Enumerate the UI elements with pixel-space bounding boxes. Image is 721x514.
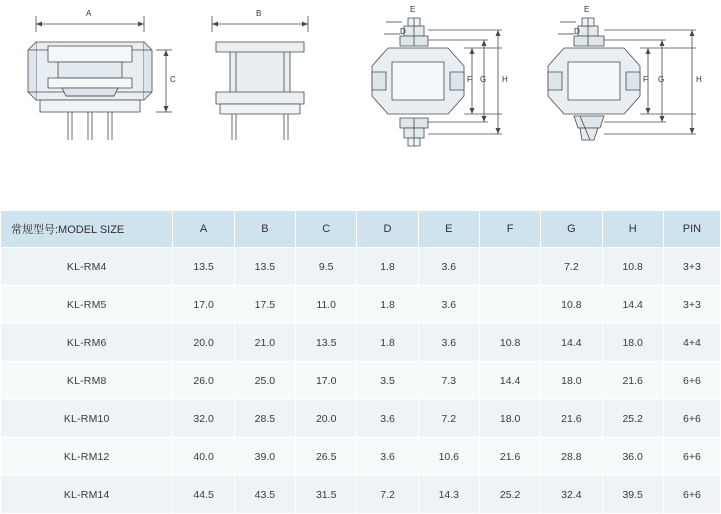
dim-label-g: G (480, 75, 487, 84)
cell-g: 18.0 (541, 362, 602, 400)
drawing-top-view-left (340, 0, 520, 196)
cell-model: KL-RM8 (1, 362, 173, 400)
cell-h: 10.8 (602, 248, 663, 286)
cell-c: 9.5 (296, 248, 357, 286)
cell-h: 21.6 (602, 362, 663, 400)
cell-d: 1.8 (357, 248, 418, 286)
dim-label-b: B (256, 9, 262, 18)
cell-pin: 6+6 (663, 400, 720, 438)
dim-label-a: A (86, 9, 92, 18)
cell-h: 25.2 (602, 400, 663, 438)
column-header-h: H (602, 211, 663, 248)
column-header-g: G (541, 211, 602, 248)
cell-a: 17.0 (173, 286, 234, 324)
cell-f: 10.8 (479, 324, 540, 362)
cell-e: 7.3 (418, 362, 479, 400)
cell-b: 28.5 (234, 400, 295, 438)
table-row (1, 400, 721, 438)
top-view-left-svg (340, 0, 520, 196)
cell-b: 43.5 (234, 476, 295, 514)
table-row (1, 286, 721, 324)
spec-table-wrapper (0, 210, 721, 514)
dim-label-e: E (410, 5, 416, 14)
cell-f: 18.0 (479, 400, 540, 438)
cell-pin: 6+6 (663, 476, 720, 514)
cell-c: 26.5 (296, 438, 357, 476)
column-header-d: D (357, 211, 418, 248)
dim-label-d: D (574, 27, 580, 36)
column-header-c: C (296, 211, 357, 248)
side-view-svg (190, 0, 340, 196)
cell-g: 10.8 (541, 286, 602, 324)
cell-e: 7.2 (418, 400, 479, 438)
cell-b: 25.0 (234, 362, 295, 400)
cell-a: 40.0 (173, 438, 234, 476)
table-row (1, 248, 721, 286)
drawing-front-view (6, 0, 186, 196)
spec-table-head (1, 211, 721, 248)
cell-f: 25.2 (479, 476, 540, 514)
cell-pin: 3+3 (663, 286, 720, 324)
cell-b: 17.5 (234, 286, 295, 324)
cell-d: 1.8 (357, 286, 418, 324)
cell-a: 32.0 (173, 400, 234, 438)
cell-e: 3.6 (418, 324, 479, 362)
cell-model: KL-RM14 (1, 476, 173, 514)
column-header-f: F (479, 211, 540, 248)
front-view-svg (6, 0, 186, 196)
drawing-side-view (190, 0, 340, 196)
spec-table (0, 210, 721, 514)
table-row (1, 438, 721, 476)
cell-pin: 4+4 (663, 324, 720, 362)
column-header-model: 常规型号:MODEL SIZE (1, 211, 173, 248)
cell-a: 13.5 (173, 248, 234, 286)
spec-table-body (1, 248, 721, 514)
column-header-a: A (173, 211, 234, 248)
cell-e: 14.3 (418, 476, 479, 514)
cell-c: 17.0 (296, 362, 357, 400)
table-row (1, 476, 721, 514)
cell-h: 36.0 (602, 438, 663, 476)
cell-g: 14.4 (541, 324, 602, 362)
cell-d: 3.6 (357, 400, 418, 438)
cell-b: 13.5 (234, 248, 295, 286)
cell-pin: 6+6 (663, 438, 720, 476)
cell-g: 21.6 (541, 400, 602, 438)
cell-c: 13.5 (296, 324, 357, 362)
cell-h: 14.4 (602, 286, 663, 324)
cell-model: KL-RM6 (1, 324, 173, 362)
cell-f (479, 286, 540, 324)
dim-label-f: F (643, 75, 648, 84)
cell-c: 31.5 (296, 476, 357, 514)
cell-h: 18.0 (602, 324, 663, 362)
cell-d: 3.5 (357, 362, 418, 400)
cell-f: 21.6 (479, 438, 540, 476)
cell-e: 10.6 (418, 438, 479, 476)
cell-a: 26.0 (173, 362, 234, 400)
cell-model: KL-RM5 (1, 286, 173, 324)
cell-g: 32.4 (541, 476, 602, 514)
cell-f (479, 248, 540, 286)
cell-h: 39.5 (602, 476, 663, 514)
technical-drawings (0, 0, 721, 196)
cell-e: 3.6 (418, 286, 479, 324)
table-row (1, 362, 721, 400)
top-view-right-svg (520, 0, 715, 196)
dim-label-g: G (658, 75, 665, 84)
cell-f: 14.4 (479, 362, 540, 400)
cell-d: 3.6 (357, 438, 418, 476)
cell-d: 1.8 (357, 324, 418, 362)
dim-label-h: H (696, 75, 702, 84)
cell-b: 21.0 (234, 324, 295, 362)
cell-c: 11.0 (296, 286, 357, 324)
cell-d: 7.2 (357, 476, 418, 514)
cell-c: 20.0 (296, 400, 357, 438)
dim-label-d: D (400, 27, 406, 36)
cell-a: 44.5 (173, 476, 234, 514)
cell-g: 7.2 (541, 248, 602, 286)
table-row (1, 324, 721, 362)
drawing-top-view-right (520, 0, 715, 196)
column-header-b: B (234, 211, 295, 248)
dim-label-h: H (502, 75, 508, 84)
cell-e: 3.6 (418, 248, 479, 286)
cell-g: 28.8 (541, 438, 602, 476)
cell-model: KL-RM10 (1, 400, 173, 438)
cell-a: 20.0 (173, 324, 234, 362)
column-header-pin: PIN (663, 211, 720, 248)
cell-pin: 6+6 (663, 362, 720, 400)
dim-label-c: C (170, 75, 176, 84)
cell-model: KL-RM12 (1, 438, 173, 476)
cell-model: KL-RM4 (1, 248, 173, 286)
column-header-e: E (418, 211, 479, 248)
table-header-row (1, 211, 721, 248)
cell-pin: 3+3 (663, 248, 720, 286)
dim-label-f: F (467, 75, 472, 84)
cell-b: 39.0 (234, 438, 295, 476)
dim-label-e: E (584, 5, 590, 14)
